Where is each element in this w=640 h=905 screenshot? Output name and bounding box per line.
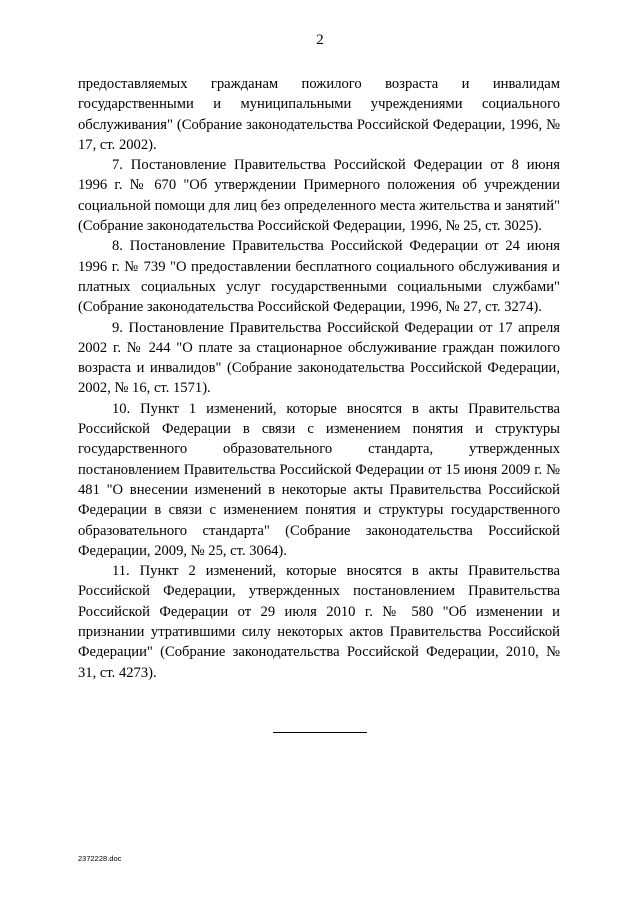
end-separator-line [273,732,367,733]
paragraph-continuation: предоставляемых гражданам пожилого возраста и инвалидам государственными и муниципальными учреждениями социального обслуживания" (Собрание законодательства Российской Федерации, 1996, № 17, ст. 2002). [78,76,560,153]
paragraph-item-10: 10. Пункт 1 изменений, которые вносятся в акты Правительства Российской Федерации в связи с изменением понятия и структуры государственного образовательного стандарта, утвержденных постановлением Правительства Российской Федерации от 15 июня 2009 г. № 481 "О внесении изменений в некоторые акты Правительства Российской Федерации в связи с изменением понятия и структуры государственного образовательного стандарта" (Собрание законодательства Российской Федерации, 2009, № 25, ст. 3064). [78,400,560,559]
paragraph-item-9: 9. Постановление Правительства Российской Федерации от 17 апреля 2002 г. № 244 "О плате за стационарное обслуживание граждан пожилого возраста и инвалидов" (Собрание законодательства Российской Федерации, 2002, № 16, ст. 1571). [78,319,560,397]
paragraph-item-11: 11. Пункт 2 изменений, которые вносятся в акты Правительства Российской Федерации, утвержденных постановлением Правительства Российской Федерации от 29 июля 2010 г. № 580 "Об изменении и признании утратившими силу некоторых актов Правительства Российской Федерации" (Собрание законодательства Российской Федерации, 2010, № 31, ст. 4273). [78,563,560,681]
footer-filename: 2372228.doc [78,854,122,863]
document-body [78,74,560,683]
paragraph-item-8: 8. Постановление Правительства Российской Федерации от 24 июня 1996 г. № 739 "О предоставлении бесплатного социального обслуживания и платных социальных услуг государственными социальными службами" (Собрание законодательства Российской Федерации, 1996, № 27, ст. 3274). [78,238,560,316]
paragraph-item-7: 7. Постановление Правительства Российской Федерации от 8 июня 1996 г. № 670 "Об утверждении Примерного положения об учреждении социальной помощи для лиц без определенного места жительства и занятий" (Собрание законодательства Российской Федерации, 1996, № 25, ст. 3025). [78,157,560,235]
page-number: 2 [316,32,324,48]
